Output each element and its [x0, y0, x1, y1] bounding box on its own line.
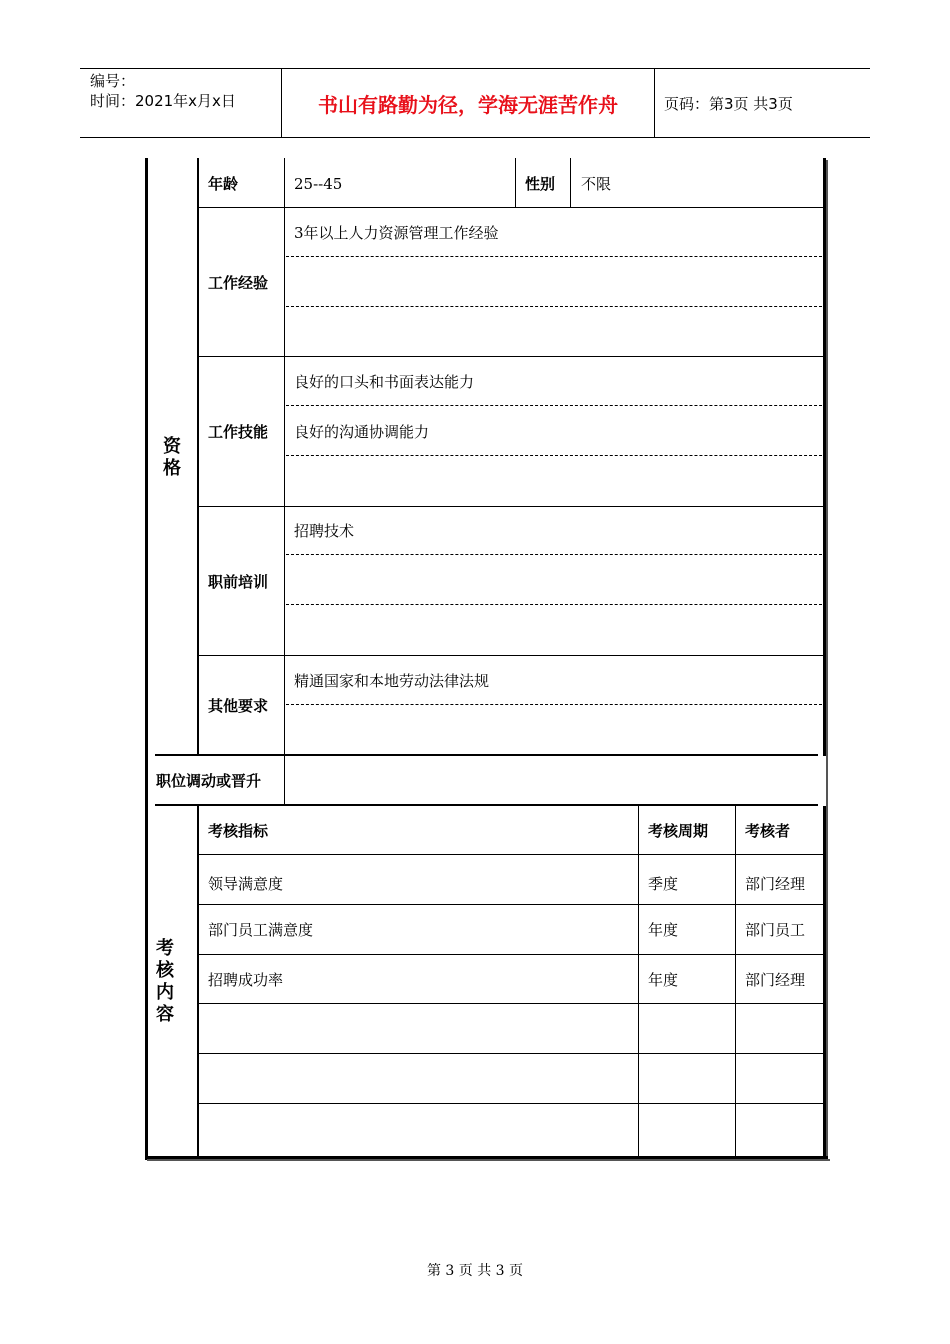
- age-label: 年龄: [208, 175, 239, 193]
- skills-label: 工作技能: [208, 423, 269, 441]
- dash-line: [286, 704, 822, 705]
- assess-row-line: [199, 1053, 823, 1054]
- assessment-cell: 年度: [648, 921, 679, 939]
- dash-line: [286, 604, 822, 605]
- assess-row-line: [199, 954, 823, 955]
- assessment-cell: 部门经理: [745, 875, 806, 893]
- qual-divider: [197, 158, 199, 756]
- row-line: [199, 207, 823, 208]
- assessment-header-indicator: 考核指标: [208, 822, 269, 840]
- assessment-cell: 部门员工: [745, 921, 806, 939]
- row-line: [199, 506, 823, 507]
- skills-line: 良好的沟通协调能力: [294, 423, 430, 441]
- section-line: [155, 754, 818, 756]
- assessment-cell: 领导满意度: [208, 875, 284, 893]
- age-value: 25--45: [294, 175, 343, 193]
- dash-line: [286, 455, 822, 456]
- assessment-cell: 年度: [648, 971, 679, 989]
- experience-label: 工作经验: [208, 274, 269, 292]
- assessment-header-assessor: 考核者: [745, 822, 791, 840]
- assess-row-line: [199, 1103, 823, 1104]
- label-divider: [284, 158, 285, 806]
- assessment-cell: 部门员工满意度: [208, 921, 314, 939]
- gender-divider: [570, 158, 571, 208]
- training-label: 职前培训: [208, 573, 269, 591]
- qualification-section-title: 资格: [163, 436, 181, 479]
- skills-line: 良好的口头和书面表达能力: [294, 373, 475, 391]
- table-shadow-bottom: [147, 1159, 830, 1161]
- assessment-cell: 招聘成功率: [208, 971, 284, 989]
- row-line: [199, 356, 823, 357]
- other-line: 精通国家和本地劳动法律法规: [294, 672, 490, 690]
- row-line: [199, 655, 823, 656]
- assessment-cell: 部门经理: [745, 971, 806, 989]
- gender-value: 不限: [581, 175, 612, 193]
- experience-line: 3年以上人力资源管理工作经验: [294, 224, 499, 242]
- date-label: 时间：2021年x月x日: [90, 92, 236, 110]
- training-line: 招聘技术: [294, 522, 355, 540]
- other-label: 其他要求: [208, 697, 269, 715]
- table-shadow-right: [826, 160, 828, 1160]
- age-divider: [515, 158, 516, 208]
- code-label: 编号：: [90, 72, 136, 90]
- table-border-left: [145, 158, 148, 1160]
- dash-line: [286, 306, 822, 307]
- assessment-cell: 季度: [648, 875, 679, 893]
- dash-line: [286, 405, 822, 406]
- dash-line: [286, 554, 822, 555]
- header-motto: 书山有路勤为径，学海无涯苦作舟: [318, 92, 618, 117]
- header-page-info: 页码：第3页 共3页: [664, 94, 793, 113]
- assess-row-line: [199, 904, 823, 905]
- section-line: [155, 804, 818, 806]
- assessment-header-period: 考核周期: [648, 822, 709, 840]
- assess-row-line: [199, 854, 823, 855]
- promotion-label: 职位调动或晋升: [156, 772, 262, 790]
- dash-line: [286, 256, 822, 257]
- assess-row-line: [199, 1003, 823, 1004]
- gender-label: 性别: [525, 175, 556, 193]
- page-footer: 第 3 页 共 3 页: [426, 1263, 524, 1279]
- assessment-section-title: 考核内容: [156, 938, 174, 1025]
